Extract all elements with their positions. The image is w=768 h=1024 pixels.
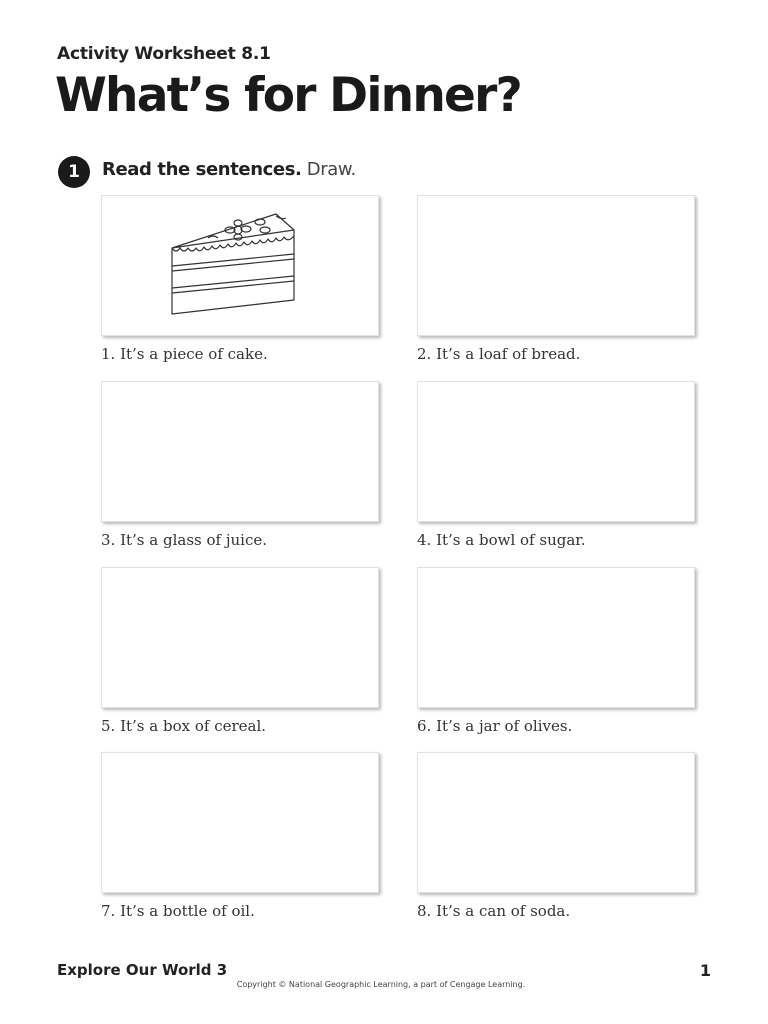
drawing-item-3 [101,381,379,549]
footer-book-title: Explore Our World 3 [57,961,228,979]
item-caption: 3. It’s a glass of juice. [101,531,267,549]
drawing-box[interactable] [417,567,695,708]
drawing-box[interactable] [101,195,379,336]
item-caption: 7. It’s a bottle of oil. [101,902,255,920]
drawing-item-1 [101,195,379,363]
item-caption: 1. It’s a piece of cake. [101,345,268,363]
item-caption: 4. It’s a bowl of sugar. [417,531,586,549]
footer-page-number: 1 [699,961,711,980]
drawing-item-7 [101,752,379,920]
drawing-box[interactable] [417,381,695,522]
drawing-box[interactable] [417,752,695,893]
instruction-rest: Draw. [306,159,356,180]
page-title: What’s for Dinner? [55,68,521,123]
drawing-item-8 [417,752,695,920]
drawing-box[interactable] [101,381,379,522]
step-instruction [102,159,356,180]
cake-slice-icon [168,210,298,320]
drawing-item-6 [417,567,695,735]
item-caption: 6. It’s a jar of olives. [417,717,573,735]
drawing-item-4 [417,381,695,549]
item-caption: 2. It’s a loaf of bread. [417,345,581,363]
drawing-item-5 [101,567,379,735]
instruction-bold: Read the sentences. [102,159,302,180]
drawing-item-2 [417,195,695,363]
item-caption: 5. It’s a box of cereal. [101,717,267,735]
item-caption: 8. It’s a can of soda. [417,902,571,920]
drawing-box[interactable] [101,752,379,893]
drawing-box[interactable] [101,567,379,708]
step-number-badge: 1 [58,156,90,188]
footer-copyright: Copyright © National Geographic Learning, a part of Cengage Learning. [236,980,526,989]
drawing-box[interactable] [417,195,695,336]
worksheet-subtitle: Activity Worksheet 8.1 [57,44,271,64]
